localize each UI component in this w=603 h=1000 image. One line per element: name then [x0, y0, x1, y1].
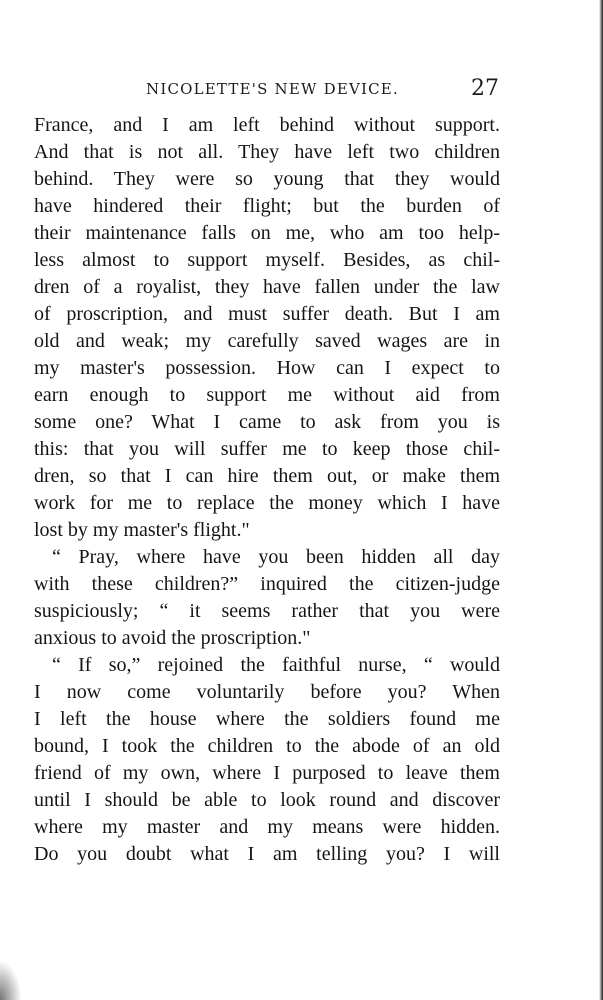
text-line: And that is not all. They have left two children: [34, 141, 500, 163]
page-number: 27: [471, 76, 499, 101]
page-corner-shadow: [0, 960, 22, 1000]
text-line: old and weak; my carefully saved wages are in: [34, 330, 500, 352]
text-line: my master's possession. How can I expect to: [34, 357, 500, 379]
text-line: “ Pray, where have you been hidden all day: [52, 546, 500, 568]
text-line: work for me to replace the money which I have: [34, 492, 500, 514]
page-edge-shadow: [599, 0, 603, 1000]
body-text: [34, 112, 500, 868]
text-line: I now come voluntarily before you? When: [34, 681, 500, 703]
text-line: until I should be able to look round and discover: [34, 789, 500, 811]
text-line: some one? What I came to ask from you is: [34, 411, 500, 433]
text-line: suspiciously; “ it seems rather that you were: [34, 600, 500, 622]
text-line: behind. They were so young that they would: [34, 168, 500, 190]
text-line: I left the house where the soldiers found me: [34, 708, 500, 730]
text-line: of proscription, and must suffer death. But I am: [34, 303, 500, 325]
text-line: “ If so,” rejoined the faithful nurse, “ would: [52, 654, 500, 676]
page-header: [36, 76, 499, 106]
text-line: this: that you will suffer me to keep those chil-: [34, 438, 500, 460]
text-line: Do you doubt what I am telling you? I will: [34, 843, 500, 865]
text-line: have hindered their flight; but the burden of: [34, 195, 500, 217]
text-line: dren of a royalist, they have fallen under the law: [34, 276, 500, 298]
text-line: lost by my master's flight.": [34, 519, 250, 541]
text-line: friend of my own, where I purposed to leave them: [34, 762, 500, 784]
text-line: dren, so that I can hire them out, or make them: [34, 465, 500, 487]
running-title: NICOLETTE'S NEW DEVICE.: [146, 80, 399, 98]
text-line: France, and I am left behind without support.: [34, 114, 500, 136]
text-line: bound, I took the children to the abode of an old: [34, 735, 500, 757]
text-line: with these children?” inquired the citizen-judge: [34, 573, 500, 595]
text-line: anxious to avoid the proscription.": [34, 627, 311, 649]
text-line: their maintenance falls on me, who am too help-: [34, 222, 500, 244]
text-line: less almost to support myself. Besides, as chil-: [34, 249, 500, 271]
text-line: where my master and my means were hidden.: [34, 816, 500, 838]
text-line: earn enough to support me without aid from: [34, 384, 500, 406]
